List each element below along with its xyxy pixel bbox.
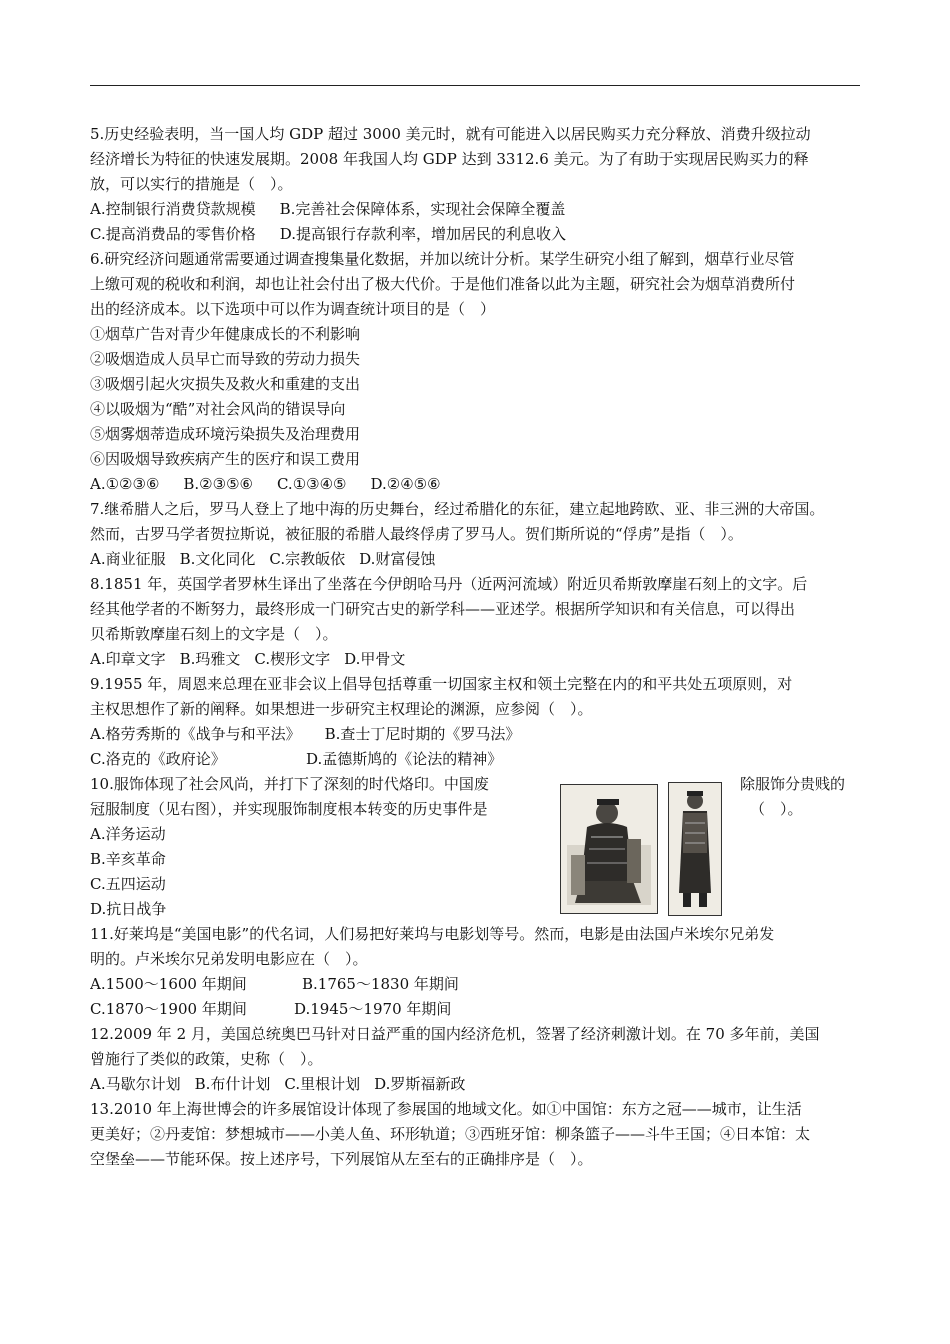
seated-figure-illustration [561, 785, 657, 913]
q6-option-a[interactable]: A.①②③⑥ [90, 475, 160, 493]
q7-option-c[interactable]: C.宗教皈依 [269, 550, 346, 568]
q6-item: ④以吸烟为“酷”对社会风尚的错误导向 [90, 400, 346, 418]
q10-stem-left: 10.服饰体现了社会风尚，并打下了深刻的时代烙印。中国废 [90, 775, 489, 793]
q9-option-b[interactable]: B.查士丁尼时期的《罗马法》 [324, 725, 521, 743]
qing-official-seated-photo [560, 784, 658, 914]
q8-option-a[interactable]: A.印章文字 [90, 650, 166, 668]
q10-option-d[interactable]: D.抗日战争 [90, 900, 167, 918]
q9-stem-line: 9.1955 年，周恩来总理在亚非会议上倡导包括尊重一切国家主权和领土完整在内的和平共处五项原则，对 [90, 675, 793, 693]
q9-stem-line: 主权思想作了新的阐释。如果想进一步研究主权理论的渊源，应参阅（ ）。 [90, 700, 593, 718]
q10-figure [560, 782, 720, 918]
question-12 [90, 1022, 862, 1097]
q7-option-b[interactable]: B.文化同化 [179, 550, 256, 568]
q13-stem-line: 空堡垒——节能环保。按上述序号，下列展馆从左至右的正确排序是（ ）。 [90, 1150, 593, 1168]
q11-option-b[interactable]: B.1765～1830 年期间 [302, 975, 459, 993]
q11-option-d[interactable]: D.1945～1970 年期间 [294, 1000, 452, 1018]
exam-content [90, 122, 862, 1172]
q12-option-b[interactable]: B.布什计划 [194, 1075, 271, 1093]
q6-item: ②吸烟造成人员早亡而导致的劳动力损失 [90, 350, 361, 368]
q11-option-a[interactable]: A.1500～1600 年期间 [90, 975, 247, 993]
q6-stem-line: 6.研究经济问题通常需要通过调查搜集量化数据，并加以统计分析。某学生研究小组了解到，烟草行业尽管 [90, 250, 795, 268]
header-rule [90, 85, 860, 86]
q11-stem-line: 11.好莱坞是“美国电影”的代名词，人们易把好莱坞与电影划等号。然而，电影是由法国卢米埃尔兄弟发 [90, 925, 775, 943]
q5-options-row [90, 222, 862, 247]
q8-options-row [90, 647, 862, 672]
question-11 [90, 922, 862, 1022]
q12-option-a[interactable]: A.马歇尔计划 [90, 1075, 181, 1093]
standing-figure-illustration [669, 783, 721, 915]
q8-option-d[interactable]: D.甲骨文 [344, 650, 406, 668]
q10-stem-right: （ ）。 [750, 800, 803, 818]
q10-stem-line [90, 772, 862, 797]
q11-options-row [90, 997, 862, 1022]
q12-stem-line: 曾施行了类似的政策，史称（ ）。 [90, 1050, 323, 1068]
question-13 [90, 1097, 862, 1172]
q6-item: ③吸烟引起火灾损失及救火和重建的支出 [90, 375, 361, 393]
q12-options-row [90, 1072, 862, 1097]
q12-option-c[interactable]: C.里根计划 [284, 1075, 361, 1093]
q12-option-d[interactable]: D.罗斯福新政 [374, 1075, 466, 1093]
q8-option-c[interactable]: C.楔形文字 [254, 650, 331, 668]
q6-item: ⑥因吸烟导致疾病产生的医疗和误工费用 [90, 450, 361, 468]
q10-option-c[interactable]: C.五四运动 [90, 875, 166, 893]
q7-option-d[interactable]: D.财富侵蚀 [359, 550, 436, 568]
q13-stem-line: 13.2010 年上海世博会的许多展馆设计体现了参展国的地域文化。如①中国馆：东方之冠——城市，让生活 [90, 1100, 802, 1118]
question-7 [90, 497, 862, 572]
q9-option-c[interactable]: C.洛克的《政府论》 [90, 750, 226, 768]
q10-option-a[interactable]: A.洋务运动 [90, 825, 166, 843]
question-9 [90, 672, 862, 772]
q5-stem-line: 经济增长为特征的快速发展期。2008 年我国人均 GDP 达到 3312.6 美元。为了有助于实现居民购买力的释 [90, 150, 809, 168]
q5-option-a[interactable]: A.控制银行消费贷款规模 [90, 200, 256, 218]
q12-stem-line: 12.2009 年 2 月，美国总统奥巴马针对日益严重的国内经济危机，签署了经济刺激计划。在 70 多年前，美国 [90, 1025, 820, 1043]
q10-stem-left: 冠服制度（见右图），并实现服饰制度根本转变的历史事件是 [90, 800, 488, 818]
q10-stem-line [90, 797, 862, 822]
q10-stem-right: 除服饰分贵贱的 [740, 775, 846, 793]
q6-option-d[interactable]: D.②④⑤⑥ [370, 475, 441, 493]
qing-official-standing-photo [668, 782, 722, 916]
q5-option-b[interactable]: B.完善社会保障体系，实现社会保障全覆盖 [279, 200, 566, 218]
question-10 [90, 772, 862, 922]
q6-option-c[interactable]: C.①③④⑤ [276, 475, 347, 493]
q8-stem-line: 8.1851 年，英国学者罗林生译出了坐落在今伊朗哈马丹（近两河流域）附近贝希斯敦摩崖石刻上的文字。后 [90, 575, 808, 593]
q9-option-d[interactable]: D.孟德斯鸠的《论法的精神》 [306, 750, 503, 768]
q8-stem-line: 贝希斯敦摩崖石刻上的文字是（ ）。 [90, 625, 338, 643]
q13-stem-line: 更美好；②丹麦馆：梦想城市——小美人鱼、环形轨道；③西班牙馆：柳条篮子——斗牛王国；④日本馆：太 [90, 1125, 811, 1143]
q6-item: ⑤烟雾烟蒂造成环境污染损失及治理费用 [90, 425, 361, 443]
q7-stem-line: 然而，古罗马学者贺拉斯说，被征服的希腊人最终俘虏了罗马人。贺们斯所说的“俘虏”是指（ ）。 [90, 525, 743, 543]
q5-option-d[interactable]: D.提高银行存款利率，增加居民的利息收入 [279, 225, 566, 243]
q9-options-row [90, 722, 862, 747]
q5-stem-line: 5.历史经验表明，当一国人均 GDP 超过 3000 美元时，就有可能进入以居民购买力充分释放、消费升级拉动 [90, 125, 811, 143]
q11-options-row [90, 972, 862, 997]
q7-option-a[interactable]: A.商业征服 [90, 550, 166, 568]
q11-stem-line: 明的。卢米埃尔兄弟发明电影应在（ ）。 [90, 950, 368, 968]
q5-option-c[interactable]: C.提高消费品的零售价格 [90, 225, 256, 243]
q6-options-row [90, 472, 862, 497]
q8-option-b[interactable]: B.玛雅文 [179, 650, 241, 668]
q9-options-row [90, 747, 862, 772]
q6-option-b[interactable]: B.②③⑤⑥ [183, 475, 253, 493]
q10-option-b[interactable]: B.辛亥革命 [90, 850, 166, 868]
question-5 [90, 122, 862, 247]
q8-stem-line: 经其他学者的不断努力，最终形成一门研究古史的新学科——亚述学。根据所学知识和有关信息，可以得出 [90, 600, 796, 618]
q6-stem-line: 上缴可观的税收和利润，却也让社会付出了极大代价。于是他们准备以此为主题，研究社会为烟草消费所付 [90, 275, 796, 293]
q5-options-row [90, 197, 862, 222]
q7-options-row [90, 547, 862, 572]
q6-item: ①烟草广告对青少年健康成长的不利影响 [90, 325, 361, 343]
q9-option-a[interactable]: A.格劳秀斯的《战争与和平法》 [90, 725, 301, 743]
question-8 [90, 572, 862, 672]
q6-stem-line: 出的经济成本。以下选项中可以作为调查统计项目的是（ ） [90, 300, 496, 318]
q7-stem-line: 7.继希腊人之后，罗马人登上了地中海的历史舞台，经过希腊化的东征，建立起地跨欧、亚、非三洲的大帝国。 [90, 500, 825, 518]
q11-option-c[interactable]: C.1870～1900 年期间 [90, 1000, 247, 1018]
q5-stem-line: 放，可以实行的措施是（ ）。 [90, 175, 293, 193]
question-6 [90, 247, 862, 497]
